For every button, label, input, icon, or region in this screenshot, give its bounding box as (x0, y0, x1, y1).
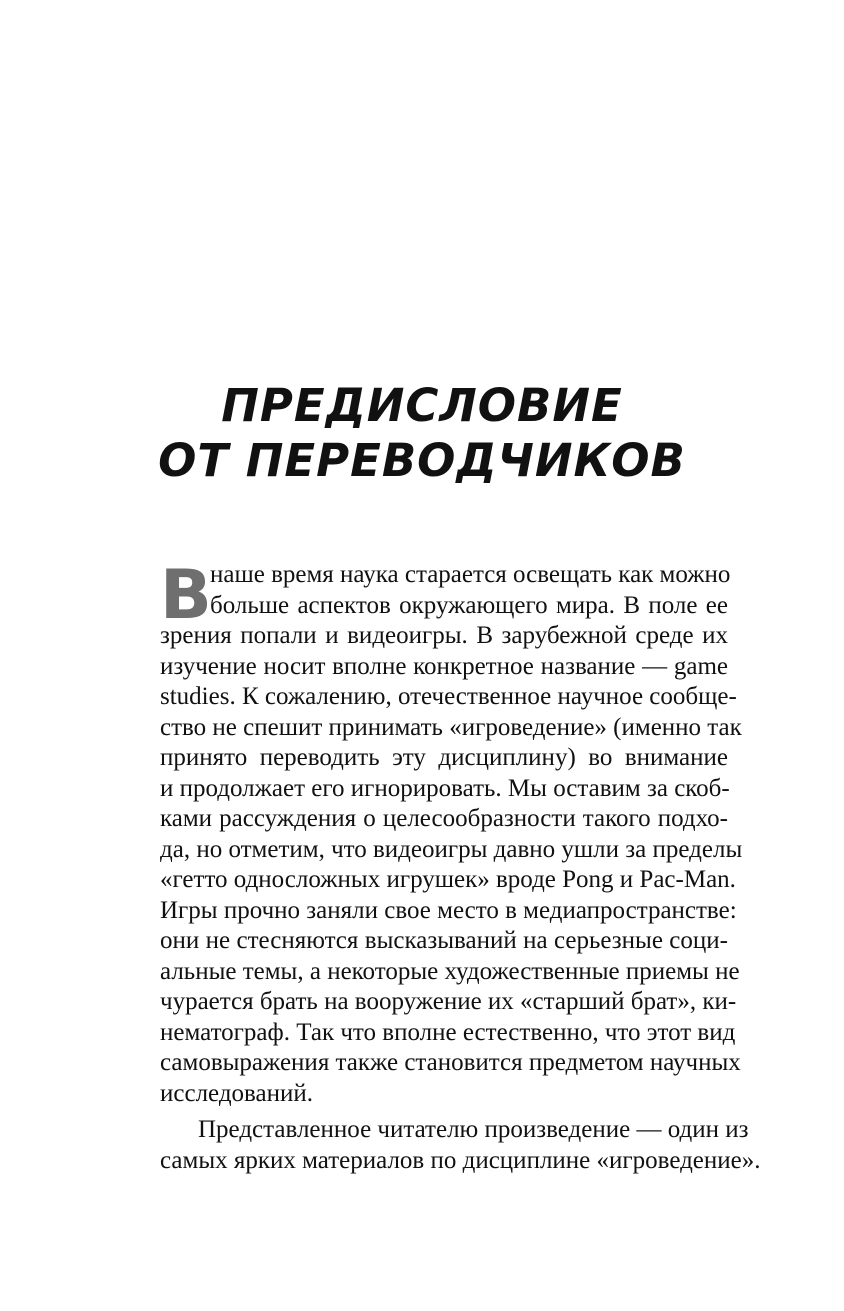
paragraph-line: исследований. (160, 1079, 313, 1107)
paragraph-line: «гетто односложных игрушек» вроде Pong и Pac-Man. (160, 866, 736, 893)
paragraph-line: больше аспектов окружающего мира. В поле ее (210, 591, 728, 619)
paragraph-line: зрения попали и видеоигры. В зарубежной среде их (160, 622, 728, 649)
paragraph-line: наше время наука старается освещать как можно (210, 561, 731, 588)
chapter-title-line-1: ПРЕДИСЛОВИЕ (221, 379, 623, 432)
paragraph-line: studies. К сожалению, отечественное научное сообще- (160, 683, 737, 710)
paragraph-line: они не стесняются высказываний на серьезные соци- (160, 927, 728, 954)
paragraph-line: чурается брать на вооружение их «старший брат», ки- (160, 988, 737, 1015)
paragraph-line: ство не спешит принимать «игроведение» (именно так (160, 713, 742, 741)
paragraph-1 (160, 556, 743, 1109)
paragraph-line: нематограф. Так что вполне естественно, что этот вид (160, 1018, 736, 1046)
paragraph-line: и продолжает его игнорировать. Мы оставим за скоб- (160, 774, 730, 802)
paragraph-2 (160, 1115, 761, 1176)
paragraph-line: принято переводить эту дисциплину) во внимание (160, 744, 728, 771)
paragraph-line: альные темы, а некоторые художественные приемы не (160, 957, 740, 985)
body-text (160, 556, 761, 1176)
paragraph-line: самых ярких материалов по дисциплине «игроведение». (160, 1146, 761, 1174)
paragraph-line: да, но отметим, что видеоигры давно ушли за пределы (160, 835, 743, 863)
paragraph-line: самовыражения также становится предметом научных (160, 1049, 741, 1076)
drop-cap: В (160, 556, 212, 635)
paragraph-line: изучение носит вполне конкретное название — game (160, 652, 728, 680)
chapter-title-line-2: ОТ ПЕРЕВОДЧИКОВ (158, 434, 686, 487)
chapter-title (0, 378, 844, 488)
paragraph-line: Игры прочно заняли свое место в медиапространстве: (160, 896, 737, 924)
paragraph-line: ками рассуждения о целесообразности такого подхо- (160, 805, 728, 832)
paragraph-line: Представленное читателю произведение — один из (198, 1116, 749, 1143)
